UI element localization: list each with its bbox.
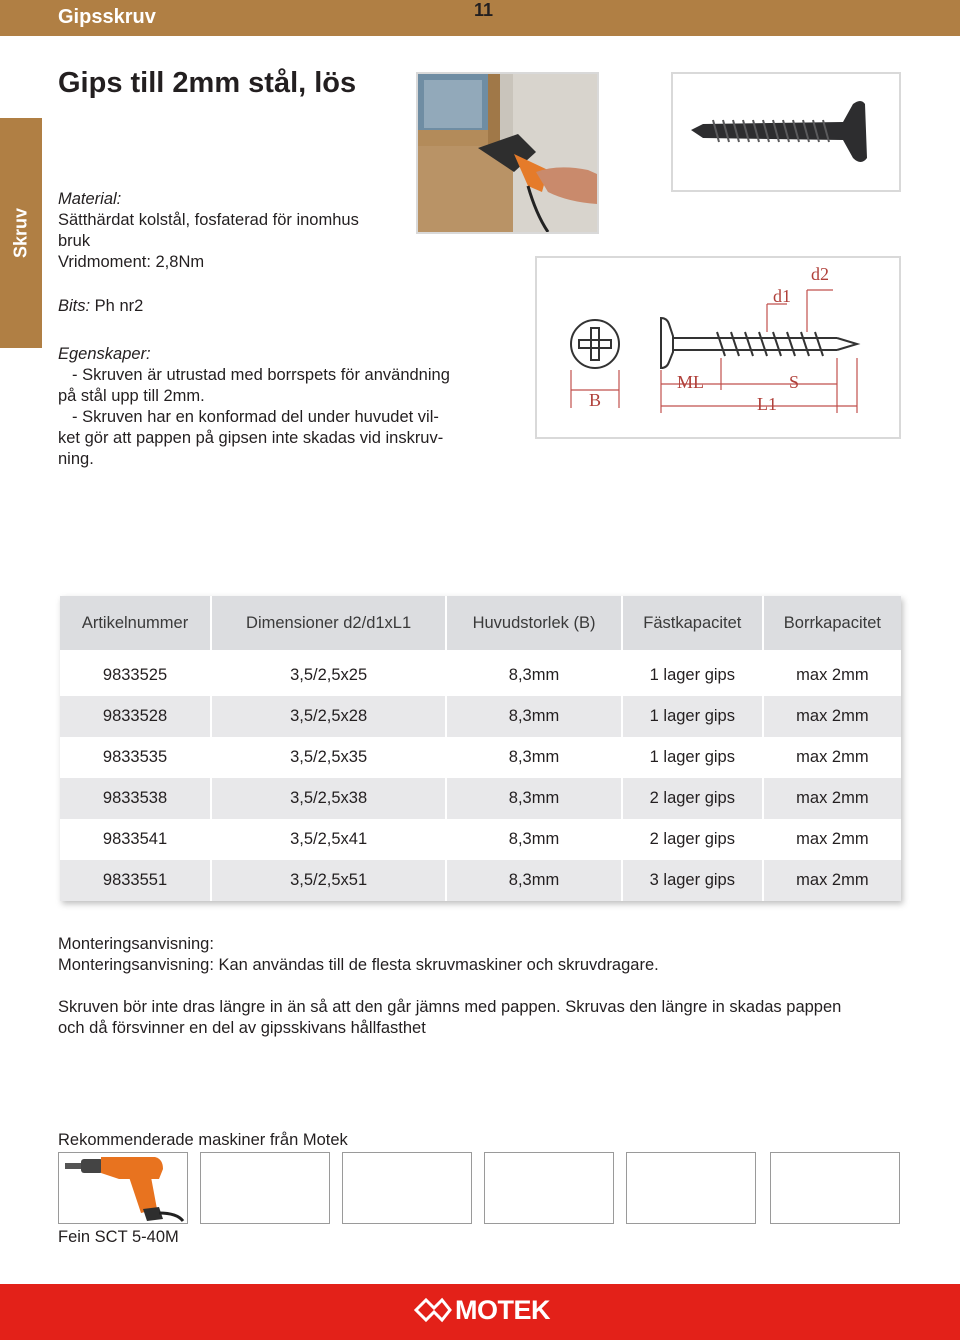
machine-name: Fein SCT 5-40M bbox=[58, 1228, 179, 1246]
table-cell: 9833538 bbox=[60, 778, 211, 819]
machine-image-5 bbox=[626, 1152, 756, 1224]
technical-drawing bbox=[535, 256, 901, 439]
table-row bbox=[60, 819, 901, 860]
installation-photo bbox=[416, 72, 599, 234]
table-cell: 3,5/2,5x35 bbox=[211, 737, 446, 778]
material-line-1: Sätthärdat kolstål, fosfaterad för inomhus bbox=[58, 211, 359, 229]
bits-value: Ph nr2 bbox=[90, 297, 144, 315]
properties-line-4: ket gör att pappen på gipsen inte skadas vid inskruv- bbox=[58, 429, 444, 447]
material-label: Material: bbox=[58, 190, 122, 208]
table-row bbox=[60, 650, 901, 696]
table-cell: max 2mm bbox=[763, 737, 901, 778]
table-row bbox=[60, 737, 901, 778]
col-header-article: Artikelnummer bbox=[60, 596, 211, 650]
screw-photo-graphic bbox=[673, 74, 899, 190]
table-cell: max 2mm bbox=[763, 860, 901, 901]
table-cell: 9833541 bbox=[60, 819, 211, 860]
table-header-row bbox=[60, 596, 901, 650]
properties-label: Egenskaper: bbox=[58, 345, 151, 363]
table-cell: 3,5/2,5x28 bbox=[211, 696, 446, 737]
header-bar bbox=[0, 0, 960, 36]
table-cell: 3,5/2,5x51 bbox=[211, 860, 446, 901]
recommended-label: Rekommenderade maskiner från Motek bbox=[58, 1131, 348, 1149]
table-cell: max 2mm bbox=[763, 778, 901, 819]
mounting-note-1: Skruven bör inte dras längre in än så att den går jämns med pappen. Skruvas den längre in skadas pappen bbox=[58, 998, 842, 1016]
table-cell: 2 lager gips bbox=[622, 819, 763, 860]
table-cell: 3,5/2,5x38 bbox=[211, 778, 446, 819]
table-cell: 2 lager gips bbox=[622, 778, 763, 819]
product-table bbox=[60, 596, 901, 901]
table-row bbox=[60, 696, 901, 737]
col-header-fastening: Fästkapacitet bbox=[622, 596, 763, 650]
table-cell: 8,3mm bbox=[446, 650, 622, 696]
col-header-drilling: Borrkapacitet bbox=[763, 596, 901, 650]
page-number: 11 bbox=[474, 0, 494, 20]
properties-line-2: på stål upp till 2mm. bbox=[58, 387, 205, 405]
table-row bbox=[60, 778, 901, 819]
label-S: S bbox=[789, 372, 800, 392]
machine-image-3 bbox=[342, 1152, 472, 1224]
col-header-head-size: Huvudstorlek (B) bbox=[446, 596, 622, 650]
machine-image-2 bbox=[200, 1152, 330, 1224]
machine-image-1 bbox=[58, 1152, 188, 1224]
properties-line-1: - Skruven är utrustad med borrspets för användning bbox=[72, 366, 450, 384]
motek-logo-icon bbox=[414, 1296, 452, 1324]
machine-image-4 bbox=[484, 1152, 614, 1224]
brand-text: MOTEK bbox=[455, 1294, 550, 1325]
col-header-dimensions: Dimensioner d2/d1xL1 bbox=[211, 596, 446, 650]
table-cell: max 2mm bbox=[763, 819, 901, 860]
side-tab-label: Skruv bbox=[10, 207, 31, 259]
table-cell: 8,3mm bbox=[446, 778, 622, 819]
side-tab bbox=[0, 118, 42, 348]
table-row bbox=[60, 860, 901, 901]
table-cell: 1 lager gips bbox=[622, 650, 763, 696]
label-B: B bbox=[589, 390, 602, 410]
mounting-note bbox=[58, 997, 928, 1039]
material-line-2: bruk bbox=[58, 232, 91, 250]
table-cell: 1 lager gips bbox=[622, 696, 763, 737]
mounting-label: Monteringsanvisning: bbox=[58, 935, 214, 953]
motek-logo bbox=[414, 1293, 550, 1327]
table-cell: 1 lager gips bbox=[622, 737, 763, 778]
label-ML: ML bbox=[677, 372, 704, 392]
table-cell: max 2mm bbox=[763, 696, 901, 737]
table-cell: 3 lager gips bbox=[622, 860, 763, 901]
table-cell: 8,3mm bbox=[446, 860, 622, 901]
mounting-line: Monteringsanvisning: Kan användas till de flesta skruvmaskiner och skruvdragare. bbox=[58, 956, 659, 974]
screw-photo bbox=[671, 72, 901, 192]
mounting-block bbox=[58, 934, 918, 976]
table-cell: max 2mm bbox=[763, 650, 901, 696]
table-cell: 3,5/2,5x41 bbox=[211, 819, 446, 860]
table-cell: 9833525 bbox=[60, 650, 211, 696]
machine-image-6 bbox=[770, 1152, 900, 1224]
page-title: Gips till 2mm stål, lös bbox=[58, 67, 357, 99]
properties-block bbox=[58, 344, 498, 470]
section-title: Gipsskruv bbox=[58, 6, 156, 28]
label-d2: d2 bbox=[811, 264, 829, 284]
table-cell: 8,3mm bbox=[446, 737, 622, 778]
table-cell: 8,3mm bbox=[446, 819, 622, 860]
table-cell: 3,5/2,5x25 bbox=[211, 650, 446, 696]
table-cell: 8,3mm bbox=[446, 696, 622, 737]
bits-label: Bits: bbox=[58, 297, 91, 315]
properties-line-3: - Skruven har en konformad del under huvudet vil- bbox=[72, 408, 439, 426]
material-block bbox=[58, 189, 359, 273]
mounting-note-2: och då försvinner en del av gipsskivans hållfasthet bbox=[58, 1019, 426, 1037]
label-L1: L1 bbox=[757, 394, 777, 414]
material-line-3: Vridmoment: 2,8Nm bbox=[58, 253, 205, 271]
bits-block bbox=[58, 296, 143, 317]
properties-line-5: ning. bbox=[58, 450, 94, 468]
installation-photo-graphic bbox=[418, 74, 597, 232]
label-d1: d1 bbox=[773, 286, 791, 306]
table-cell: 9833528 bbox=[60, 696, 211, 737]
technical-drawing-graphic bbox=[537, 258, 899, 437]
screwdriver-machine-graphic bbox=[59, 1153, 186, 1222]
table-cell: 9833551 bbox=[60, 860, 211, 901]
table-cell: 9833535 bbox=[60, 737, 211, 778]
